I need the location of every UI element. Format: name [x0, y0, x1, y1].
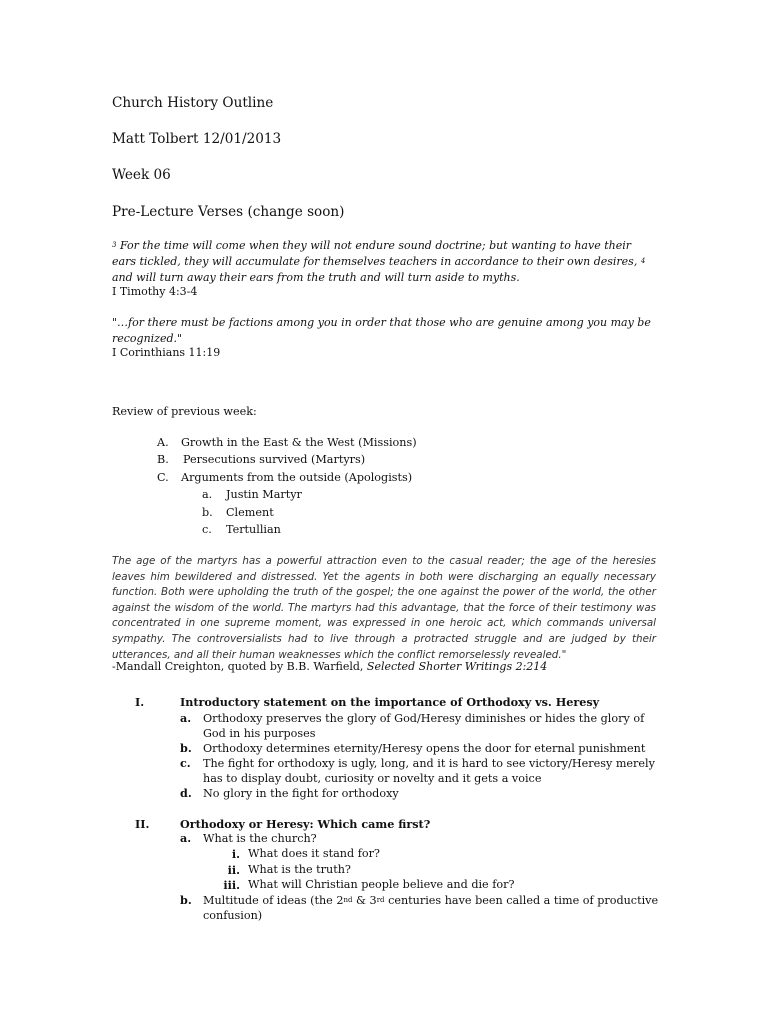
- section-title: Introductory statement on the importance of Orthodoxy vs. Heresy: [180, 695, 600, 709]
- week-label: Week 06: [112, 167, 171, 183]
- verse-number: 3: [112, 241, 117, 249]
- verses-heading: Pre-Lecture Verses (change soon): [112, 204, 345, 220]
- outline-item-text: centuries have been called a time of productive confusion): [203, 894, 659, 922]
- ordinal-suffix: rd: [376, 896, 385, 904]
- outline-item-text: Multitude of ideas (the 2: [203, 894, 344, 907]
- review-item-mark: A.: [157, 436, 169, 449]
- outline-item: Orthodoxy determines eternity/Heresy opens the door for eternal punishment: [203, 742, 646, 755]
- review-item: Arguments from the outside (Apologists): [181, 471, 413, 484]
- attribution-text: -Mandall Creighton, quoted by B.B. Warfield,: [112, 660, 367, 673]
- review-subitem: Tertullian: [226, 523, 281, 536]
- section-numeral: I.: [135, 695, 145, 709]
- outline-item-text: & 3: [352, 894, 377, 907]
- review-item-mark: C.: [157, 471, 169, 484]
- outline-item: No glory in the fight for orthodoxy: [203, 787, 399, 800]
- outline-item-mark: a.: [180, 831, 192, 845]
- verse-text: and will turn away their ears from the truth and will turn aside to myths.: [112, 271, 520, 284]
- author-date-line: Matt Tolbert 12/01/2013: [112, 131, 282, 147]
- verse-text: For the time will come when they will not endure sound doctrine; but wanting to have their ears tickled, they will accumulate for themselves teachers in accordance to their own desires,: [112, 239, 641, 268]
- attribution-source: Selected Shorter Writings 2:214: [366, 660, 548, 673]
- verse-timothy: [112, 238, 652, 286]
- outline-item-mark: c.: [180, 756, 191, 770]
- outline-item-mark: b.: [180, 741, 192, 755]
- outline-subitem: What does it stand for?: [248, 847, 380, 860]
- creighton-quote: The age of the martyrs has a powerful attraction even to the casual reader; the age of the heresies leaves him bewildered and distressed. Yet the agents in both were discharging an equally necessary function. Both were upholding the truth of the gospel; the one against the power of the world, the other against the wisdom of the world. The martyrs had this advantage, that the force of their testimony was concentrated in one supreme moment, was expressed in one heroic act, which commands universal sympathy. The controversialists had to live through a protracted struggle and are judged by their utterances, and all their human weaknesses which the conflict remorselessly revealed.": [112, 555, 656, 661]
- review-subitem-mark: b.: [202, 506, 213, 519]
- verse-reference-corinthians: I Corinthians 11:19: [112, 346, 221, 359]
- outline-item-mark: d.: [180, 786, 192, 800]
- review-item-mark: B.: [157, 453, 169, 466]
- outline-subitem: What is the truth?: [248, 863, 351, 876]
- outline-item: The fight for orthodoxy is ugly, long, and it is hard to see victory/Heresy merely has to display doubt, curiosity or novelty and it gets a voice: [203, 757, 655, 785]
- outline-item: [203, 893, 663, 923]
- outline-subitem-mark: iii.: [223, 878, 240, 892]
- review-heading: Review of previous week:: [112, 405, 257, 418]
- section-title: Orthodoxy or Heresy: Which came first?: [180, 817, 431, 831]
- quote-attribution: [112, 660, 547, 673]
- review-item: Growth in the East & the West (Missions): [181, 436, 417, 449]
- review-subitem-mark: a.: [202, 488, 213, 501]
- verse-reference-timothy: I Timothy 4:3-4: [112, 285, 198, 298]
- outline-subitem-mark: i.: [231, 847, 240, 861]
- document-title: Church History Outline: [112, 95, 274, 111]
- outline-item: Orthodoxy preserves the glory of God/Heresy diminishes or hides the glory of God in his purposes: [203, 712, 645, 740]
- review-item: Persecutions survived (Martyrs): [183, 453, 366, 466]
- section-numeral: II.: [135, 817, 150, 831]
- outline-item-mark: a.: [180, 711, 192, 725]
- outline-item: What is the church?: [203, 832, 317, 845]
- review-subitem: Clement: [226, 506, 274, 519]
- verse-number: 4: [640, 257, 646, 265]
- ordinal-suffix: nd: [343, 896, 353, 904]
- outline-item-mark: b.: [180, 893, 192, 907]
- verse-corinthians: "…for there must be factions among you in order that those who are genuine among you may be recognized.": [112, 316, 651, 345]
- review-subitem-mark: c.: [202, 523, 212, 536]
- outline-subitem-mark: ii.: [227, 863, 240, 877]
- outline-subitem: What will Christian people believe and die for?: [248, 878, 515, 891]
- review-subitem: Justin Martyr: [226, 488, 302, 501]
